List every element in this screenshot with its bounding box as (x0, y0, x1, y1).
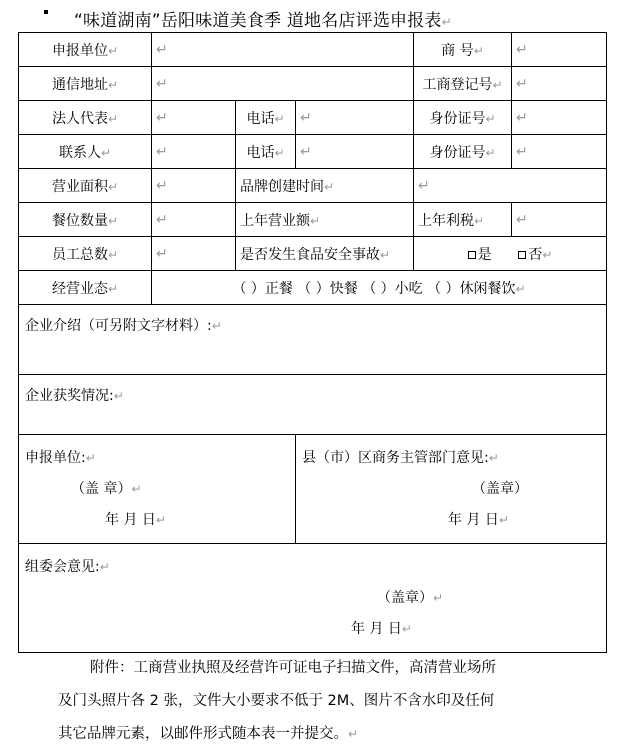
input-employees[interactable]: ↵ (152, 237, 236, 271)
label-id-no-1: 身份证号↵ (414, 101, 512, 135)
input-legal-rep[interactable]: ↵ (152, 101, 236, 135)
county-opinion-box[interactable] (296, 435, 607, 544)
label-applicant-sign: 申报单位:↵ (25, 450, 96, 466)
applicant-sign-box[interactable] (19, 435, 296, 544)
attachment-note-line-3: 其它品牌元素，以邮件形式随本表一并提交。↵ (58, 726, 359, 742)
attachment-note-line-1: 附件：工商营业执照及经营许可证电子扫描文件，高清营业场所 (90, 660, 496, 676)
input-brand-time[interactable]: ↵ (414, 169, 607, 203)
input-area[interactable]: ↵ (152, 169, 236, 203)
row-intro (19, 305, 607, 375)
row-area (19, 169, 607, 203)
return-mark: ↵ (441, 15, 452, 29)
attachment-note-line-2: 及门头照片各 2 张，文件大小要求不低于 2M、图片不含水印及任何 (58, 693, 495, 709)
label-committee-opinion: 组委会意见:↵ (25, 559, 110, 575)
checkbox-no[interactable] (518, 251, 526, 259)
input-last-profit[interactable]: ↵ (512, 203, 607, 237)
input-contact[interactable]: ↵ (152, 135, 236, 169)
row-applicant (19, 33, 607, 67)
county-date: 年 月 日↵ (448, 512, 509, 528)
committee-date: 年 月 日↵ (351, 621, 412, 637)
label-brand-time: 品牌创建时间↵ (236, 169, 414, 203)
input-biz-reg-no[interactable]: ↵ (512, 67, 607, 101)
applicant-date: 年 月 日↵ (105, 512, 166, 528)
row-committee (19, 544, 607, 653)
applicant-seal: （盖 章）↵ (71, 481, 142, 497)
label-business-no: 商 号↵ (414, 33, 512, 67)
row-legal-rep (19, 101, 607, 135)
input-business-no[interactable]: ↵ (512, 33, 607, 67)
input-id-no-1[interactable]: ↵ (512, 101, 607, 135)
row-awards (19, 375, 607, 435)
row-contact (19, 135, 607, 169)
label-applicant-unit: 申报单位↵ (19, 33, 152, 67)
label-address: 通信地址↵ (19, 67, 152, 101)
input-phone-2[interactable]: ↵ (296, 135, 414, 169)
label-biz-reg-no: 工商登记号↵ (414, 67, 512, 101)
row-signatures (19, 435, 607, 544)
committee-opinion-box[interactable] (19, 544, 607, 653)
county-seal: （盖章） (472, 481, 528, 497)
label-phone-1: 电话↵ (236, 101, 296, 135)
bullet-marker (44, 10, 48, 14)
input-id-no-2[interactable]: ↵ (512, 135, 607, 169)
label-seats: 餐位数量↵ (19, 203, 152, 237)
label-last-profit: 上年利税↵ (414, 203, 512, 237)
label-no: 否 (528, 246, 543, 263)
input-applicant-unit[interactable]: ↵ (152, 33, 414, 67)
input-intro[interactable]: 企业介绍（可另附文字材料）:↵ (19, 305, 607, 375)
input-awards[interactable]: 企业获奖情况:↵ (19, 375, 607, 435)
checkbox-yes[interactable] (468, 251, 476, 259)
input-phone-1[interactable]: ↵ (296, 101, 414, 135)
food-safety-options: 是 否↵ (414, 237, 607, 271)
row-seats (19, 203, 607, 237)
label-intro: 企业介绍（可另附文字材料）: (25, 318, 212, 334)
committee-seal: （盖章）↵ (377, 590, 444, 606)
label-food-safety: 是否发生食品安全事故↵ (236, 237, 414, 271)
label-employees: 员工总数↵ (19, 237, 152, 271)
row-biz-type (19, 271, 607, 305)
input-address[interactable]: ↵ (152, 67, 414, 101)
biz-type-options[interactable]: （ ）正餐 （ ）快餐 （ ）小吃 （ ）休闲餐饮↵ (152, 271, 607, 305)
label-county-opinion: 县（市）区商务主管部门意见:↵ (302, 450, 499, 466)
label-legal-rep: 法人代表↵ (19, 101, 152, 135)
row-employees (19, 237, 607, 271)
label-biz-type: 经营业态↵ (19, 271, 152, 305)
label-yes: 是 (477, 246, 492, 263)
label-phone-2: 电话↵ (236, 135, 296, 169)
label-last-revenue: 上年营业额↵ (236, 203, 414, 237)
application-form (18, 32, 607, 653)
label-area: 营业面积↵ (19, 169, 152, 203)
label-id-no-2: 身份证号↵ (414, 135, 512, 169)
input-seats[interactable]: ↵ (152, 203, 236, 237)
label-awards: 企业获奖情况: (25, 388, 114, 404)
row-address (19, 67, 607, 101)
attachment-note (58, 652, 558, 751)
label-contact: 联系人↵ (19, 135, 152, 169)
form-title-text: “味道湖南”岳阳味道美食季 道地名店评选申报表 (74, 11, 442, 31)
